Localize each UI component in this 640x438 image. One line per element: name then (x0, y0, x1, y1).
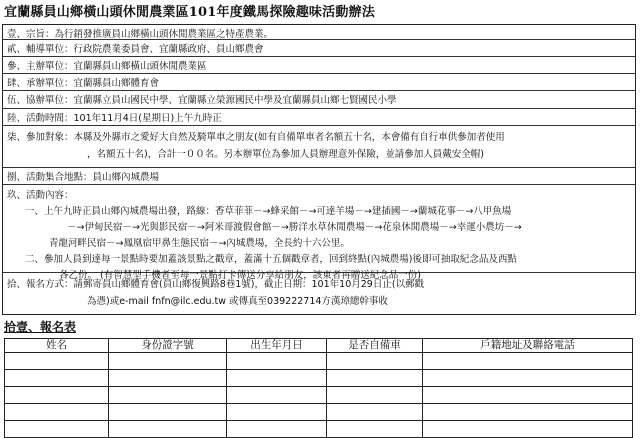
participants-line-2: ，名額五十名)，合計一００名。另本辦單位為參加人員辦理意外保險，並請參加人員戴安全帽) (87, 149, 484, 160)
table-cell[interactable] (327, 353, 423, 370)
header-id-number: 身份證字號 (109, 339, 227, 353)
table-cell[interactable] (423, 421, 633, 438)
section-label: 肆、承辦單位： (7, 78, 74, 89)
header-birth-date: 出生年月日 (227, 339, 327, 353)
table-cell[interactable] (227, 421, 327, 438)
section-text: 宜蘭縣立員山國民中學、宜蘭縣立榮源國民中學及宜蘭縣員山鄉七賢國民小學 (73, 95, 397, 106)
table-cell[interactable] (227, 404, 327, 421)
route-line-1: 一、上午九時正員山鄉內城農場出發，路線：香草菲菲－→蜂采館－→可達羊場－→建插國－→蘭城花事－→八甲魚場 (25, 206, 512, 217)
section-label: 伍、協辦單位： (7, 95, 74, 106)
section-text: 宜蘭縣員山鄉體育會 (73, 78, 160, 89)
section-label: 玖、活動內容： (7, 190, 74, 201)
section-assistant (3, 91, 635, 109)
section-text: 員山鄉內城農場 (92, 172, 160, 183)
header-own-bike: 是否自備車 (327, 339, 423, 353)
table-row (5, 353, 633, 370)
route-line-3: 青龍河畔民宿－→鳳凰宿甲鼻生態民宿－→內城農場，全長約十六公里。 (49, 238, 350, 249)
table-cell[interactable] (109, 421, 227, 438)
section-label: 拾、報名方式： (7, 279, 74, 290)
section-text: 本縣及外縣市之愛好大自然及騎單車之朋友(如有自備單車者名額五十名，本會備有自行車供參加者使用 (73, 132, 505, 143)
table-row (5, 421, 633, 438)
header-name: 姓名 (5, 339, 109, 353)
section-label: 參、主辦單位： (7, 61, 74, 72)
section-text: 宜蘭縣員山鄉橫山頭休閒農業區 (73, 61, 207, 72)
section-supervisor (3, 40, 635, 57)
section-organizer (3, 57, 635, 74)
section-co-organizer (3, 74, 635, 91)
table-cell[interactable] (423, 387, 633, 404)
table-cell[interactable] (109, 353, 227, 370)
registration-form-title: 拾壹、報名表 (4, 320, 77, 334)
table-cell[interactable] (327, 404, 423, 421)
section-time (3, 109, 635, 126)
table-cell[interactable] (5, 404, 109, 421)
table-cell[interactable] (423, 404, 633, 421)
event-notice-box (2, 24, 636, 315)
registration-form-table (4, 338, 633, 438)
table-row (5, 404, 633, 421)
table-cell[interactable] (227, 387, 327, 404)
section-text: 為行銷發推廣員山鄉橫山頭休閒農業區之特產農業。 (54, 29, 274, 40)
document-title: 宜蘭縣員山鄉橫山頭休閒農業區101年度鐵馬探險趣味活動辦法 (4, 5, 375, 20)
table-cell[interactable] (5, 421, 109, 438)
table-cell[interactable] (5, 353, 109, 370)
table-cell[interactable] (327, 421, 423, 438)
header-address-phone: 戶籍地址及聯絡電話 (423, 339, 633, 353)
registration-line-2: 為憑)或e-mail fnfn@ilc.edu.tw 或傳真至039222714方漢璋總幹事收 (87, 296, 388, 307)
table-cell[interactable] (5, 370, 109, 387)
table-cell[interactable] (227, 353, 327, 370)
route-line-2: －→伊甸民宿－→光與影民宿－→阿米哥渡假會館－→勝洋水草休閒農場－→花泉休閒農場－→幸運小農坊－→ (67, 222, 522, 233)
section-label: 柒、參加對象： (7, 132, 74, 143)
section-label: 捌、活動集合地點： (7, 172, 93, 183)
table-cell[interactable] (109, 404, 227, 421)
section-label: 貳、輔導單位： (7, 44, 74, 55)
table-row (5, 387, 633, 404)
section-content (3, 185, 635, 281)
section-purpose (3, 25, 635, 40)
table-header-row (5, 339, 633, 353)
section-text: 行政院農業委員會、宜蘭縣政府、員山鄉農會 (73, 44, 264, 55)
participants-line-1 (7, 129, 631, 146)
registration-line-1 (7, 276, 631, 293)
section-text: 101年11月4日(星期日)上午九時正 (73, 113, 222, 124)
table-cell[interactable] (327, 370, 423, 387)
section-venue (3, 168, 635, 185)
table-row (5, 370, 633, 387)
section-participants (3, 126, 635, 168)
table-cell[interactable] (423, 370, 633, 387)
section-text: 請郵寄員山鄉體育會(員山鄉復興路8巷1號)，截止日期：101年10月29日止(以郵戳 (73, 279, 425, 290)
table-cell[interactable] (327, 387, 423, 404)
table-cell[interactable] (227, 370, 327, 387)
section-registration (3, 273, 635, 314)
table-cell[interactable] (5, 387, 109, 404)
table-cell[interactable] (423, 353, 633, 370)
section-label: 陸、活動時間： (7, 113, 74, 124)
stamp-rule-line-1: 二、參加人員到達每一景點時要加蓋該景點之戳章，蓋滿十五個戳章者，回到終點(內城農場)後即可抽取紀念品及西點 (25, 254, 517, 265)
table-cell[interactable] (109, 370, 227, 387)
table-body (5, 353, 633, 438)
section-label: 壹、宗旨： (7, 29, 55, 40)
table-cell[interactable] (109, 387, 227, 404)
stamp-rule-line-2: 各乙份。 (有智慧型手機者至每一景點打卡傳送分享給朋友，該東者再贈送紀念品一份) (59, 270, 421, 281)
